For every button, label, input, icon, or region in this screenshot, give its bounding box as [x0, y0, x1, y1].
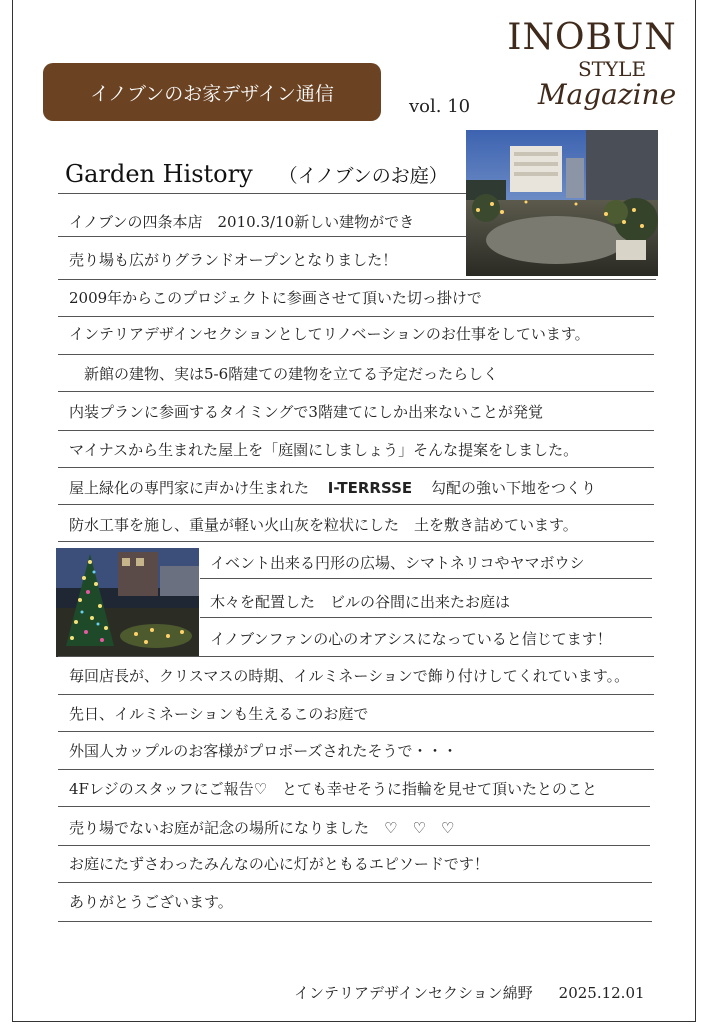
body-line-5: 新館の建物、実は5-6階建ての建物を立てる予定だったらしく — [69, 365, 499, 383]
rule-17 — [58, 845, 650, 846]
rule-2 — [58, 279, 656, 280]
body-line-18: お庭にたずさわったみんなの心に灯がともるエピソードです！ — [69, 855, 489, 873]
rule-14 — [58, 731, 654, 732]
title-underline — [58, 193, 466, 194]
banner-title: イノブンのお家デザイン通信 — [90, 82, 334, 105]
rule-10 — [200, 578, 652, 579]
rule-3 — [58, 316, 654, 317]
brand-magazine: Magazine — [537, 78, 677, 111]
rule-13 — [58, 694, 654, 695]
body-line-12: イノブンファンの心のオアシスになっていると信じてます！ — [210, 630, 612, 648]
body-line-8-start: 屋上緑化の専門家に声かけ生まれた — [69, 479, 310, 497]
rule-18 — [58, 882, 652, 883]
body-line-14: 先日、イルミネーションも生えるこのお庭で — [69, 705, 369, 723]
body-line-3: 2009年からこのプロジェクトに参画させて頂いた切っ掛けで — [69, 289, 482, 307]
body-line-4: インテリアデザインセクションとしてリノベーションのお仕事をしています。 — [69, 325, 590, 343]
issue-number: vol. 10 — [409, 96, 471, 117]
body-line-13: 毎回店長が、クリスマスの時期、イルミネーションで飾り付けしてくれています。。 — [69, 667, 630, 685]
rule-19 — [58, 921, 652, 922]
rule-1 — [58, 236, 466, 237]
body-line-1: イノブンの四条本店 2010.3/10新しい建物ができ — [69, 213, 415, 231]
rule-7 — [58, 467, 654, 468]
christmas-illumination-photo — [56, 548, 199, 657]
rule-6 — [58, 430, 654, 431]
body-line-15: 外国人カップルのお客様がプロポーズされたそうで・・・ — [69, 742, 458, 760]
body-line-6: 内装プランに参画するタイミングで3階建てにしか出来ないことが発覚 — [69, 403, 543, 421]
section-subtitle: （イノブンのお庭） — [278, 165, 448, 187]
brand-logo — [492, 18, 692, 110]
rule-5 — [58, 391, 654, 392]
rule-12 — [58, 656, 654, 657]
brand-name: INOBUN — [507, 17, 677, 58]
rule-4 — [58, 354, 654, 355]
brand-style: STYLE — [577, 57, 647, 81]
rule-15 — [58, 769, 654, 770]
rule-8 — [58, 504, 654, 505]
body-line-2: 売り場も広がりグランドオープンとなりました！ — [69, 251, 398, 269]
body-line-9: 防水工事を施し、重量が軽い火山灰を粒状にした 土を敷き詰めています。 — [69, 516, 578, 534]
footer-date: 2025.12.01 — [558, 984, 645, 1002]
section-title-text: Garden History — [65, 160, 253, 188]
rule-11 — [200, 617, 652, 618]
newsletter-banner — [43, 63, 381, 121]
body-line-7: マイナスから生まれた屋上を「庭園にしましょう」そんな提案をしました。 — [69, 441, 579, 459]
rule-9 — [58, 541, 654, 542]
body-line-8 — [69, 478, 596, 498]
i-terrsse-name: I-TERRSSE — [327, 479, 413, 497]
rule-16 — [58, 806, 650, 807]
body-line-17: 売り場でないお庭が記念の場所になりました ♡ ♡ ♡ — [69, 819, 455, 837]
section-title — [65, 160, 448, 188]
footer-author: インテリアデザインセクション綿野 — [294, 984, 533, 1002]
body-line-10: イベント出来る円形の広場、シマトネリコやヤマボウシ — [210, 554, 585, 572]
body-line-8-end: 勾配の強い下地をつくり — [430, 479, 596, 497]
body-line-19: ありがとうございます。 — [69, 893, 233, 911]
footer — [294, 982, 645, 1003]
body-line-11: 木々を配置した ビルの谷間に出来たお庭は — [210, 593, 511, 611]
rooftop-garden-photo — [466, 130, 658, 276]
body-line-16: 4Fレジのスタッフにご報告♡ とても幸せそうに指輪を見せて頂いたとのこと — [69, 780, 598, 798]
